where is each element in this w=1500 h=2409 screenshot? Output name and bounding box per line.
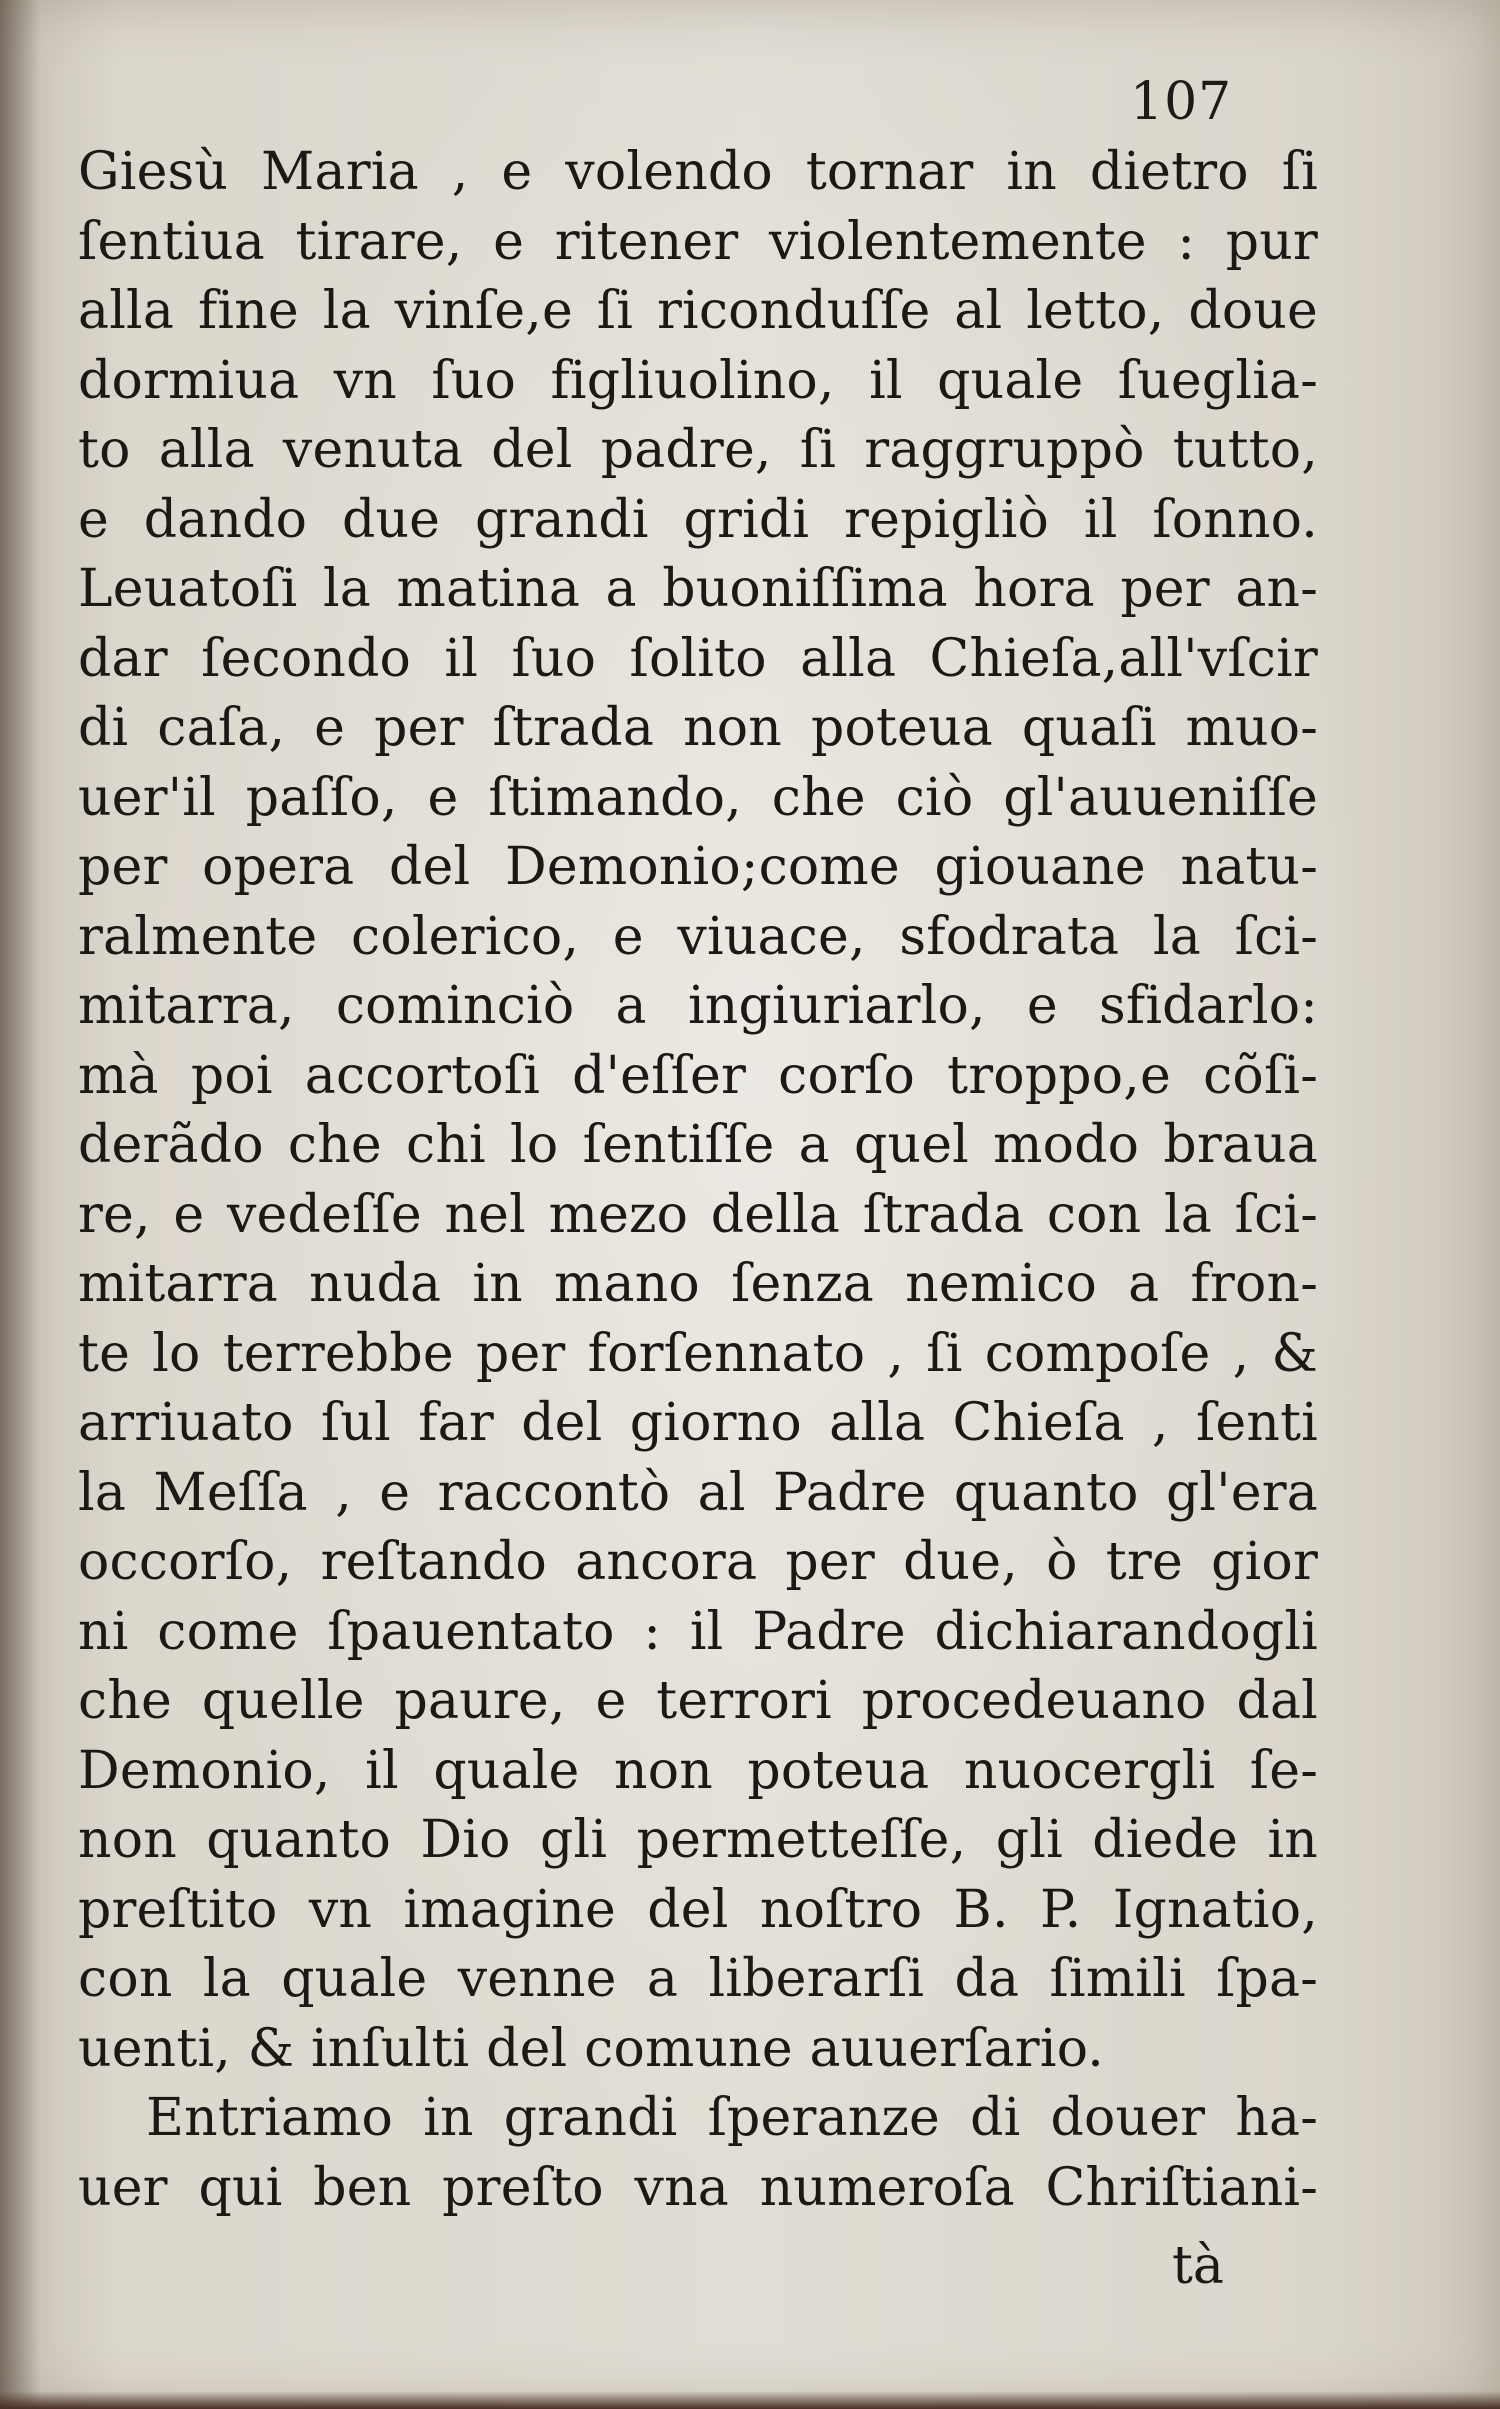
text-line: uenti, & inſulti del comune auuerſario. — [78, 2018, 1105, 2079]
text-line: ſentiua tirare, e ritener violentemente : pur — [78, 211, 1318, 272]
page-number: 107 — [1130, 72, 1233, 132]
text-line: non quanto Dio gli permetteſſe, gli diede in — [78, 1810, 1318, 1870]
text-line: Demonio, il quale non poteua nuocergli ſe- — [78, 1740, 1318, 1801]
text-line: e dando due grandi gridi repigliò il ſonno. — [78, 489, 1318, 550]
text-line: uer qui ben preſto vna numeroſa Chriſtiani- — [78, 2157, 1318, 2218]
text-line: to alla venuta del padre, ſi raggruppò tutto, — [78, 420, 1318, 480]
text-line: mitarra, cominciò a ingiuriarlo, e sfidarlo: — [78, 976, 1318, 1036]
text-line: dar ſecondo il ſuo ſolito alla Chieſa,all'vſcir — [78, 628, 1318, 689]
catchword: tà — [1172, 2236, 1224, 2296]
paragraph-1 — [78, 138, 1318, 2084]
text-line: mà poi accortoſi d'eſſer corſo troppo,e cõſi- — [78, 1045, 1318, 1106]
text-line: Giesù Maria , e volendo tornar in dietro ſi — [78, 142, 1318, 202]
text-line: preſtito vn imagine del noſtro B. P. Ignatio, — [78, 1879, 1318, 1940]
text-line: arriuato ſul far del giorno alla Chieſa , ſenti — [78, 1393, 1318, 1453]
text-line: che quelle paure, e terrori procedeuano dal — [78, 1671, 1318, 1731]
text-line: con la quale venne a liberarſi da ſimili ſpa- — [78, 1949, 1318, 2009]
paragraph-2 — [78, 2084, 1318, 2223]
text-line: di caſa, e per ſtrada non poteua quaſi muo- — [78, 698, 1318, 758]
text-line: derãdo che chi lo ſentiſſe a quel modo braua — [78, 1115, 1318, 1175]
text-line: alla fine la vinſe,e ſi riconduſſe al letto, doue — [78, 281, 1318, 341]
text-line: ralmente colerico, e viuace, sfodrata la ſci- — [78, 906, 1318, 967]
text-line: te lo terrebbe per forſennato , ſi compoſe , & — [78, 1323, 1318, 1384]
text-line: Leuatoſi la matina a buoniſſima hora per an- — [78, 559, 1318, 619]
text-line: re, e vedeſſe nel mezo della ſtrada con la ſci- — [78, 1184, 1318, 1245]
text-line: uer'il paſſo, e ſtimando, che ciò gl'auueniſſe — [78, 767, 1318, 828]
text-line: mitarra nuda in mano ſenza nemico a fron- — [78, 1254, 1318, 1314]
text-line: Entriamo in grandi ſperanze di douer ha- — [146, 2088, 1318, 2148]
text-line: la Meſſa , e raccontò al Padre quanto gl'era — [78, 1462, 1318, 1523]
spine-shadow — [0, 0, 40, 2409]
text-line: per opera del Demonio;come giouane natu- — [78, 837, 1318, 897]
text-line: occorſo, reſtando ancora per due, ò tre gior — [78, 1532, 1318, 1592]
body-text — [78, 138, 1318, 2223]
page-bottom-edge — [0, 2391, 1500, 2409]
text-line: dormiua vn ſuo figliuolino, il quale ſueglia- — [78, 350, 1318, 411]
text-line: ni come ſpauentato : il Padre dichiarandogli — [78, 1601, 1318, 1662]
